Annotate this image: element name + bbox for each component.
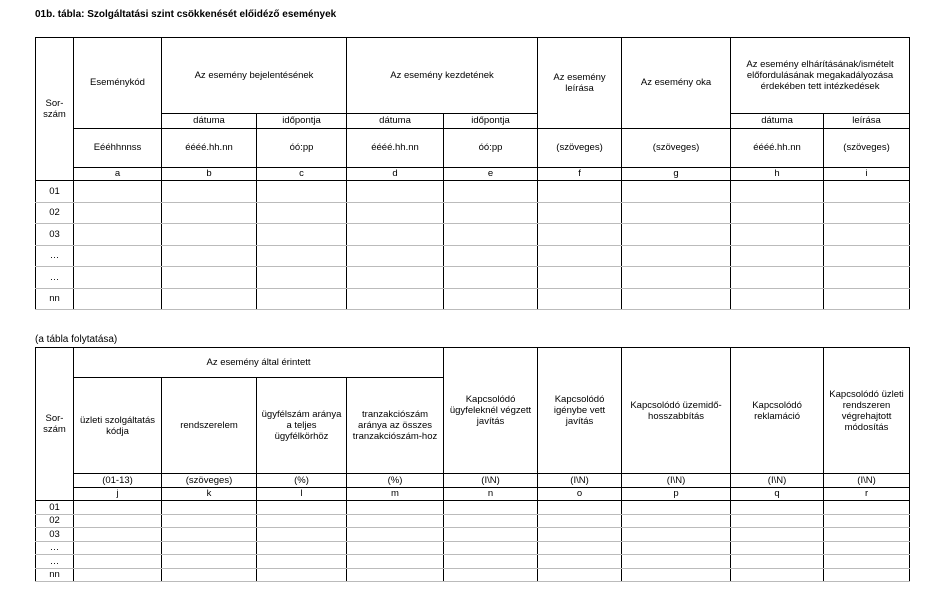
data-cell[interactable] [257,202,347,223]
column-letter: o [538,487,622,501]
data-cell[interactable] [824,288,910,310]
table-row [36,514,910,528]
sub-idopontja-1: időpontja [257,113,347,128]
data-cell[interactable] [824,501,910,515]
data-cell[interactable] [444,224,538,245]
data-cell[interactable] [162,501,257,515]
row-number: 02 [36,202,74,223]
data-cell[interactable] [731,288,824,310]
sub-leirasa-3: leírása [824,113,910,128]
data-cell[interactable] [347,245,444,266]
header-col: Kapcsolódó üzemidő-hosszabbítás [622,348,731,474]
data-cell[interactable] [257,267,347,288]
column-letter: n [444,487,538,501]
sub-datuma-3: dátuma [731,113,824,128]
data-cell[interactable] [162,267,257,288]
data-cell[interactable] [444,541,538,555]
row-number: 03 [36,224,74,245]
data-cell[interactable] [257,245,347,266]
data-cell[interactable] [257,181,347,202]
data-cell[interactable] [347,202,444,223]
data-cell[interactable] [162,181,257,202]
data-cell[interactable] [444,514,538,528]
row-number: … [36,555,74,569]
header-elharitas: Az esemény elhárításának/ismételt előfordulásának megakadályozása érdekében tett intézkedések [731,38,910,114]
data-cell[interactable] [162,514,257,528]
data-cell[interactable] [444,245,538,266]
row-number: … [36,541,74,555]
data-cell[interactable] [731,245,824,266]
data-cell[interactable] [162,555,257,569]
data-cell[interactable] [257,224,347,245]
sub-datuma-1: dátuma [162,113,257,128]
table-row [36,541,910,555]
format-cell: (szöveges) [824,128,910,167]
data-cell[interactable] [731,267,824,288]
header-sorszam: Sor- szám [36,348,74,501]
data-cell[interactable] [538,267,622,288]
data-cell[interactable] [347,568,444,582]
data-cell[interactable] [74,541,162,555]
format-cell: (%) [257,474,347,488]
data-cell[interactable] [622,528,731,542]
data-cell[interactable] [257,568,347,582]
format-cell: Eééhhnnss [74,128,162,167]
format-cell: (%) [347,474,444,488]
column-letter: q [731,487,824,501]
header-col: üzleti szolgáltatás kódja [74,378,162,474]
data-cell[interactable] [824,568,910,582]
row-number: 01 [36,501,74,515]
format-cell: (szöveges) [622,128,731,167]
continuation-label: (a tábla folytatása) [35,334,118,345]
data-cell[interactable] [538,501,622,515]
data-cell[interactable] [74,181,162,202]
sub-datuma-2: dátuma [347,113,444,128]
column-letter: g [622,167,731,180]
header-kezdet: Az esemény kezdetének [347,38,538,114]
data-cell[interactable] [74,555,162,569]
data-cell[interactable] [538,181,622,202]
format-cell: (I\N) [622,474,731,488]
format-cell: (szöveges) [538,128,622,167]
data-cell[interactable] [257,541,347,555]
data-cell[interactable] [731,555,824,569]
data-cell[interactable] [162,541,257,555]
data-cell[interactable] [74,267,162,288]
data-cell[interactable] [824,267,910,288]
header-esemenykod: Eseménykód [74,38,162,129]
column-letter: m [347,487,444,501]
column-letter: f [538,167,622,180]
row-number: 02 [36,514,74,528]
column-letter: j [74,487,162,501]
header-sorszam: Sor- szám [36,38,74,181]
format-cell: (szöveges) [162,474,257,488]
data-cell[interactable] [622,555,731,569]
data-cell[interactable] [444,568,538,582]
data-cell[interactable] [257,528,347,542]
data-cell[interactable] [622,267,731,288]
events-table-part1 [35,37,910,310]
data-cell[interactable] [347,288,444,310]
events-table-part2 [35,347,910,582]
data-cell[interactable] [538,528,622,542]
column-letter: p [622,487,731,501]
data-cell[interactable] [74,514,162,528]
data-cell[interactable] [622,514,731,528]
data-cell[interactable] [538,245,622,266]
data-cell[interactable] [74,224,162,245]
data-cell[interactable] [257,555,347,569]
row-number: 01 [36,181,74,202]
data-cell[interactable] [74,528,162,542]
data-cell[interactable] [444,501,538,515]
data-cell[interactable] [622,288,731,310]
format-cell: (I\N) [538,474,622,488]
format-cell: (01-13) [74,474,162,488]
format-cell: (I\N) [731,474,824,488]
data-cell[interactable] [824,514,910,528]
data-cell[interactable] [257,514,347,528]
row-number: … [36,267,74,288]
data-cell[interactable] [622,202,731,223]
data-cell[interactable] [538,568,622,582]
format-cell: éééé.hh.nn [731,128,824,167]
data-cell[interactable] [824,555,910,569]
data-cell[interactable] [731,528,824,542]
data-cell[interactable] [347,541,444,555]
format-cell: éééé.hh.nn [347,128,444,167]
data-cell[interactable] [162,224,257,245]
column-letter: i [824,167,910,180]
data-cell[interactable] [74,202,162,223]
data-cell[interactable] [731,501,824,515]
data-cell[interactable] [622,245,731,266]
data-cell[interactable] [162,288,257,310]
data-cell[interactable] [347,181,444,202]
header-col: ügyfélszám aránya a teljes ügyfélkörhöz [257,378,347,474]
data-cell[interactable] [538,288,622,310]
table-title: 01b. tábla: Szolgáltatási szint csökkenését előidéző események [35,9,337,20]
header-col: rendszerelem [162,378,257,474]
data-cell[interactable] [257,288,347,310]
format-cell: óó:pp [257,128,347,167]
column-letter: b [162,167,257,180]
data-cell[interactable] [622,181,731,202]
data-cell[interactable] [162,202,257,223]
data-cell[interactable] [347,528,444,542]
data-cell[interactable] [444,181,538,202]
data-cell[interactable] [538,224,622,245]
data-cell[interactable] [731,541,824,555]
data-cell[interactable] [444,267,538,288]
table-row [36,245,910,266]
column-letter: d [347,167,444,180]
format-cell: (I\N) [444,474,538,488]
format-cell: éééé.hh.nn [162,128,257,167]
data-cell[interactable] [824,245,910,266]
data-cell[interactable] [444,555,538,569]
row-number: … [36,245,74,266]
sub-idopontja-2: időpontja [444,113,538,128]
data-cell[interactable] [347,555,444,569]
header-col: Kapcsolódó reklamáció [731,348,824,474]
table-row [36,224,910,245]
header-bejelentes: Az esemény bejelentésének [162,38,347,114]
data-cell[interactable] [347,501,444,515]
row-number: nn [36,288,74,310]
data-cell[interactable] [731,202,824,223]
data-cell[interactable] [538,202,622,223]
column-letter: c [257,167,347,180]
data-cell[interactable] [538,555,622,569]
data-cell[interactable] [731,568,824,582]
data-cell[interactable] [347,224,444,245]
column-letter: h [731,167,824,180]
row-number: nn [36,568,74,582]
data-cell[interactable] [162,245,257,266]
data-cell[interactable] [74,288,162,310]
header-col: Kapcsolódó ügyfeleknél végzett javítás [444,348,538,474]
header-oka: Az esemény oka [622,38,731,129]
data-cell[interactable] [347,514,444,528]
data-cell[interactable] [622,224,731,245]
table-row [36,555,910,569]
data-cell[interactable] [538,541,622,555]
data-cell[interactable] [162,528,257,542]
table-row [36,202,910,223]
column-letter: l [257,487,347,501]
data-cell[interactable] [74,501,162,515]
data-cell[interactable] [538,514,622,528]
table-row [36,568,910,582]
table-row [36,528,910,542]
data-cell[interactable] [824,202,910,223]
data-cell[interactable] [622,541,731,555]
data-cell[interactable] [162,568,257,582]
data-cell[interactable] [731,224,824,245]
table-row [36,288,910,310]
data-cell[interactable] [824,528,910,542]
header-col: Kapcsolódó igénybe vett javítás [538,348,622,474]
data-cell[interactable] [444,288,538,310]
data-cell[interactable] [74,245,162,266]
header-col: tranzakciószám aránya az összes tranzakciószám-hoz [347,378,444,474]
format-cell: óó:pp [444,128,538,167]
data-cell[interactable] [257,501,347,515]
column-letter: r [824,487,910,501]
data-cell[interactable] [74,568,162,582]
data-cell[interactable] [731,514,824,528]
data-cell[interactable] [824,541,910,555]
data-cell[interactable] [347,267,444,288]
row-number: 03 [36,528,74,542]
data-cell[interactable] [824,224,910,245]
data-cell[interactable] [444,202,538,223]
data-cell[interactable] [622,568,731,582]
data-cell[interactable] [444,528,538,542]
format-cell: (I\N) [824,474,910,488]
table-row [36,181,910,202]
column-letter: k [162,487,257,501]
column-letter: e [444,167,538,180]
header-leiras: Az esemény leírása [538,38,622,129]
column-letter: a [74,167,162,180]
table-row [36,267,910,288]
table-row [36,501,910,515]
data-cell[interactable] [824,181,910,202]
header-col: Kapcsolódó üzleti rendszeren végrehajtott módosítás [824,348,910,474]
data-cell[interactable] [731,181,824,202]
data-cell[interactable] [622,501,731,515]
header-erintett: Az esemény által érintett [74,348,444,378]
